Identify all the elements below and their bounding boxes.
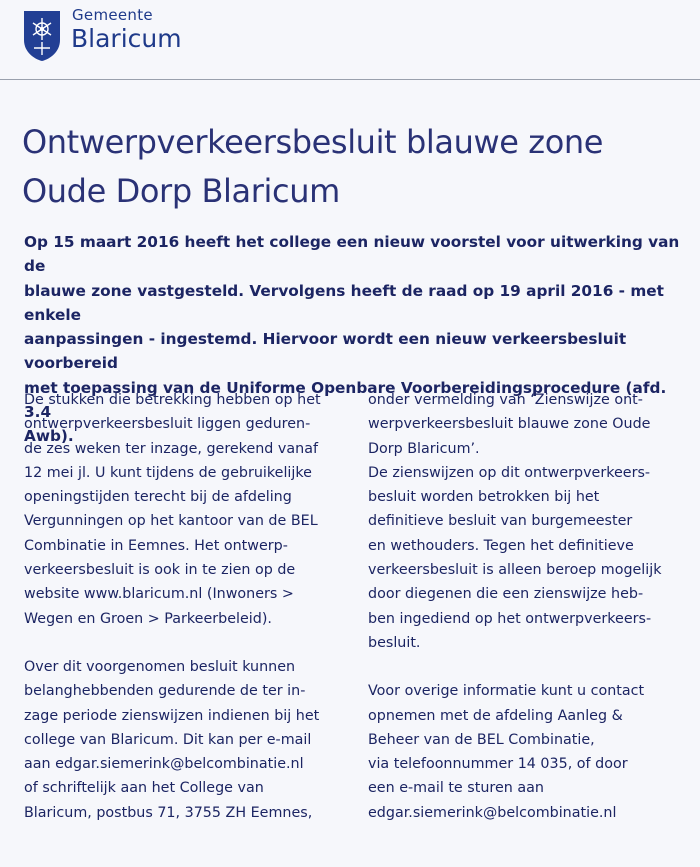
text-line: Wegen en Groen > Parkeerbeleid). xyxy=(24,610,272,627)
text-line: 12 mei jl. U kunt tijdens de gebruikelijke xyxy=(24,464,312,481)
paragraph-vermelding xyxy=(368,388,700,461)
text-line: openingstijden terecht bij de afdeling xyxy=(24,489,292,506)
text-line: Dorp Blaricum’. xyxy=(368,440,480,457)
text-line: zage periode zienswijzen indienen bij het xyxy=(24,707,320,724)
left-column xyxy=(24,388,354,825)
text-line: via telefoonnummer 14 035, of door xyxy=(368,756,628,773)
text-line: werpverkeersbesluit blauwe zone Oude xyxy=(368,416,651,433)
brand-prefix: Gemeente xyxy=(72,6,153,24)
text-line: definitieve besluit van burgemeester xyxy=(368,513,633,530)
text-line: Beheer van de BEL Combinatie, xyxy=(368,731,595,748)
lead-line: aanpassingen - ingestemd. Hiervoor wordt een nieuw verkeersbesluit voorbereid xyxy=(24,330,627,373)
page-title xyxy=(22,118,692,216)
municipal-crest-icon xyxy=(23,10,61,62)
text-line: verkeersbesluit is ook in te zien op de xyxy=(24,562,296,579)
text-line: een e-mail te sturen aan xyxy=(368,780,544,797)
lead-line: met toepassing van de Uniforme Openbare Voorbereidingsprocedure (afd. 3.4 xyxy=(24,378,667,422)
text-line: besluit. xyxy=(368,634,421,651)
text-line: belanghebbenden gedurende de ter in- xyxy=(24,683,306,700)
text-line: ontwerpverkeersbesluit liggen geduren- xyxy=(24,416,311,433)
lead-line: Awb). xyxy=(24,427,74,446)
text-line: Voor overige informatie kunt u contact xyxy=(368,683,645,700)
paragraph-inzage xyxy=(24,388,354,631)
text-line: college van Blaricum. Dit kan per e-mail xyxy=(24,731,312,748)
text-line: of schriftelijk aan het College van xyxy=(24,780,264,797)
title-line: Oude Dorp Blaricum xyxy=(22,172,340,210)
text-line: Blaricum, postbus 71, 3755 ZH Eemnes, xyxy=(24,804,313,821)
title-line: Ontwerpverkeersbesluit blauwe zone xyxy=(22,123,604,161)
text-line: Over dit voorgenomen besluit kunnen xyxy=(24,658,296,675)
text-line: website www.blaricum.nl (Inwoners > xyxy=(24,586,294,603)
lead-line: Op 15 maart 2016 heeft het college een nieuw voorstel voor uitwerking van de xyxy=(24,233,680,276)
brand-name: Blaricum xyxy=(71,24,182,53)
text-line: de zes weken ter inzage, gerekend vanaf xyxy=(24,440,319,457)
text-line: ben ingediend op het ontwerpverkeers- xyxy=(368,610,652,627)
text-line: De zienswijzen op dit ontwerpverkeers- xyxy=(368,464,651,481)
lead-line: blauwe zone vastgesteld. Vervolgens heeft de raad op 19 april 2016 - met enkele xyxy=(24,281,664,324)
text-line: door diegenen die een zienswijze heb- xyxy=(368,586,644,603)
right-column xyxy=(368,388,700,825)
text-line: De stukken die betrekking hebben op het xyxy=(24,392,321,408)
text-line: onder vermelding van ‘Zienswijze ont- xyxy=(368,392,643,408)
page-header xyxy=(0,0,700,80)
paragraph-zienswijzen-indienen xyxy=(24,655,354,825)
text-line: verkeersbesluit is alleen beroep mogelijk xyxy=(368,562,662,579)
paragraph-contact xyxy=(368,679,700,825)
text-line: Combinatie in Eemnes. Het ontwerp- xyxy=(24,537,288,554)
text-line: aan edgar.siemerink@belcombinatie.nl xyxy=(24,756,304,773)
text-line: opnemen met de afdeling Aanleg & xyxy=(368,707,623,724)
text-line: Vergunningen op het kantoor van de BEL xyxy=(24,513,318,530)
text-line: besluit worden betrokken bij het xyxy=(368,489,600,506)
text-line: en wethouders. Tegen het definitieve xyxy=(368,537,634,554)
text-line: edgar.siemerink@belcombinatie.nl xyxy=(368,804,617,821)
paragraph-beroep xyxy=(368,461,700,655)
header-divider xyxy=(0,79,700,80)
